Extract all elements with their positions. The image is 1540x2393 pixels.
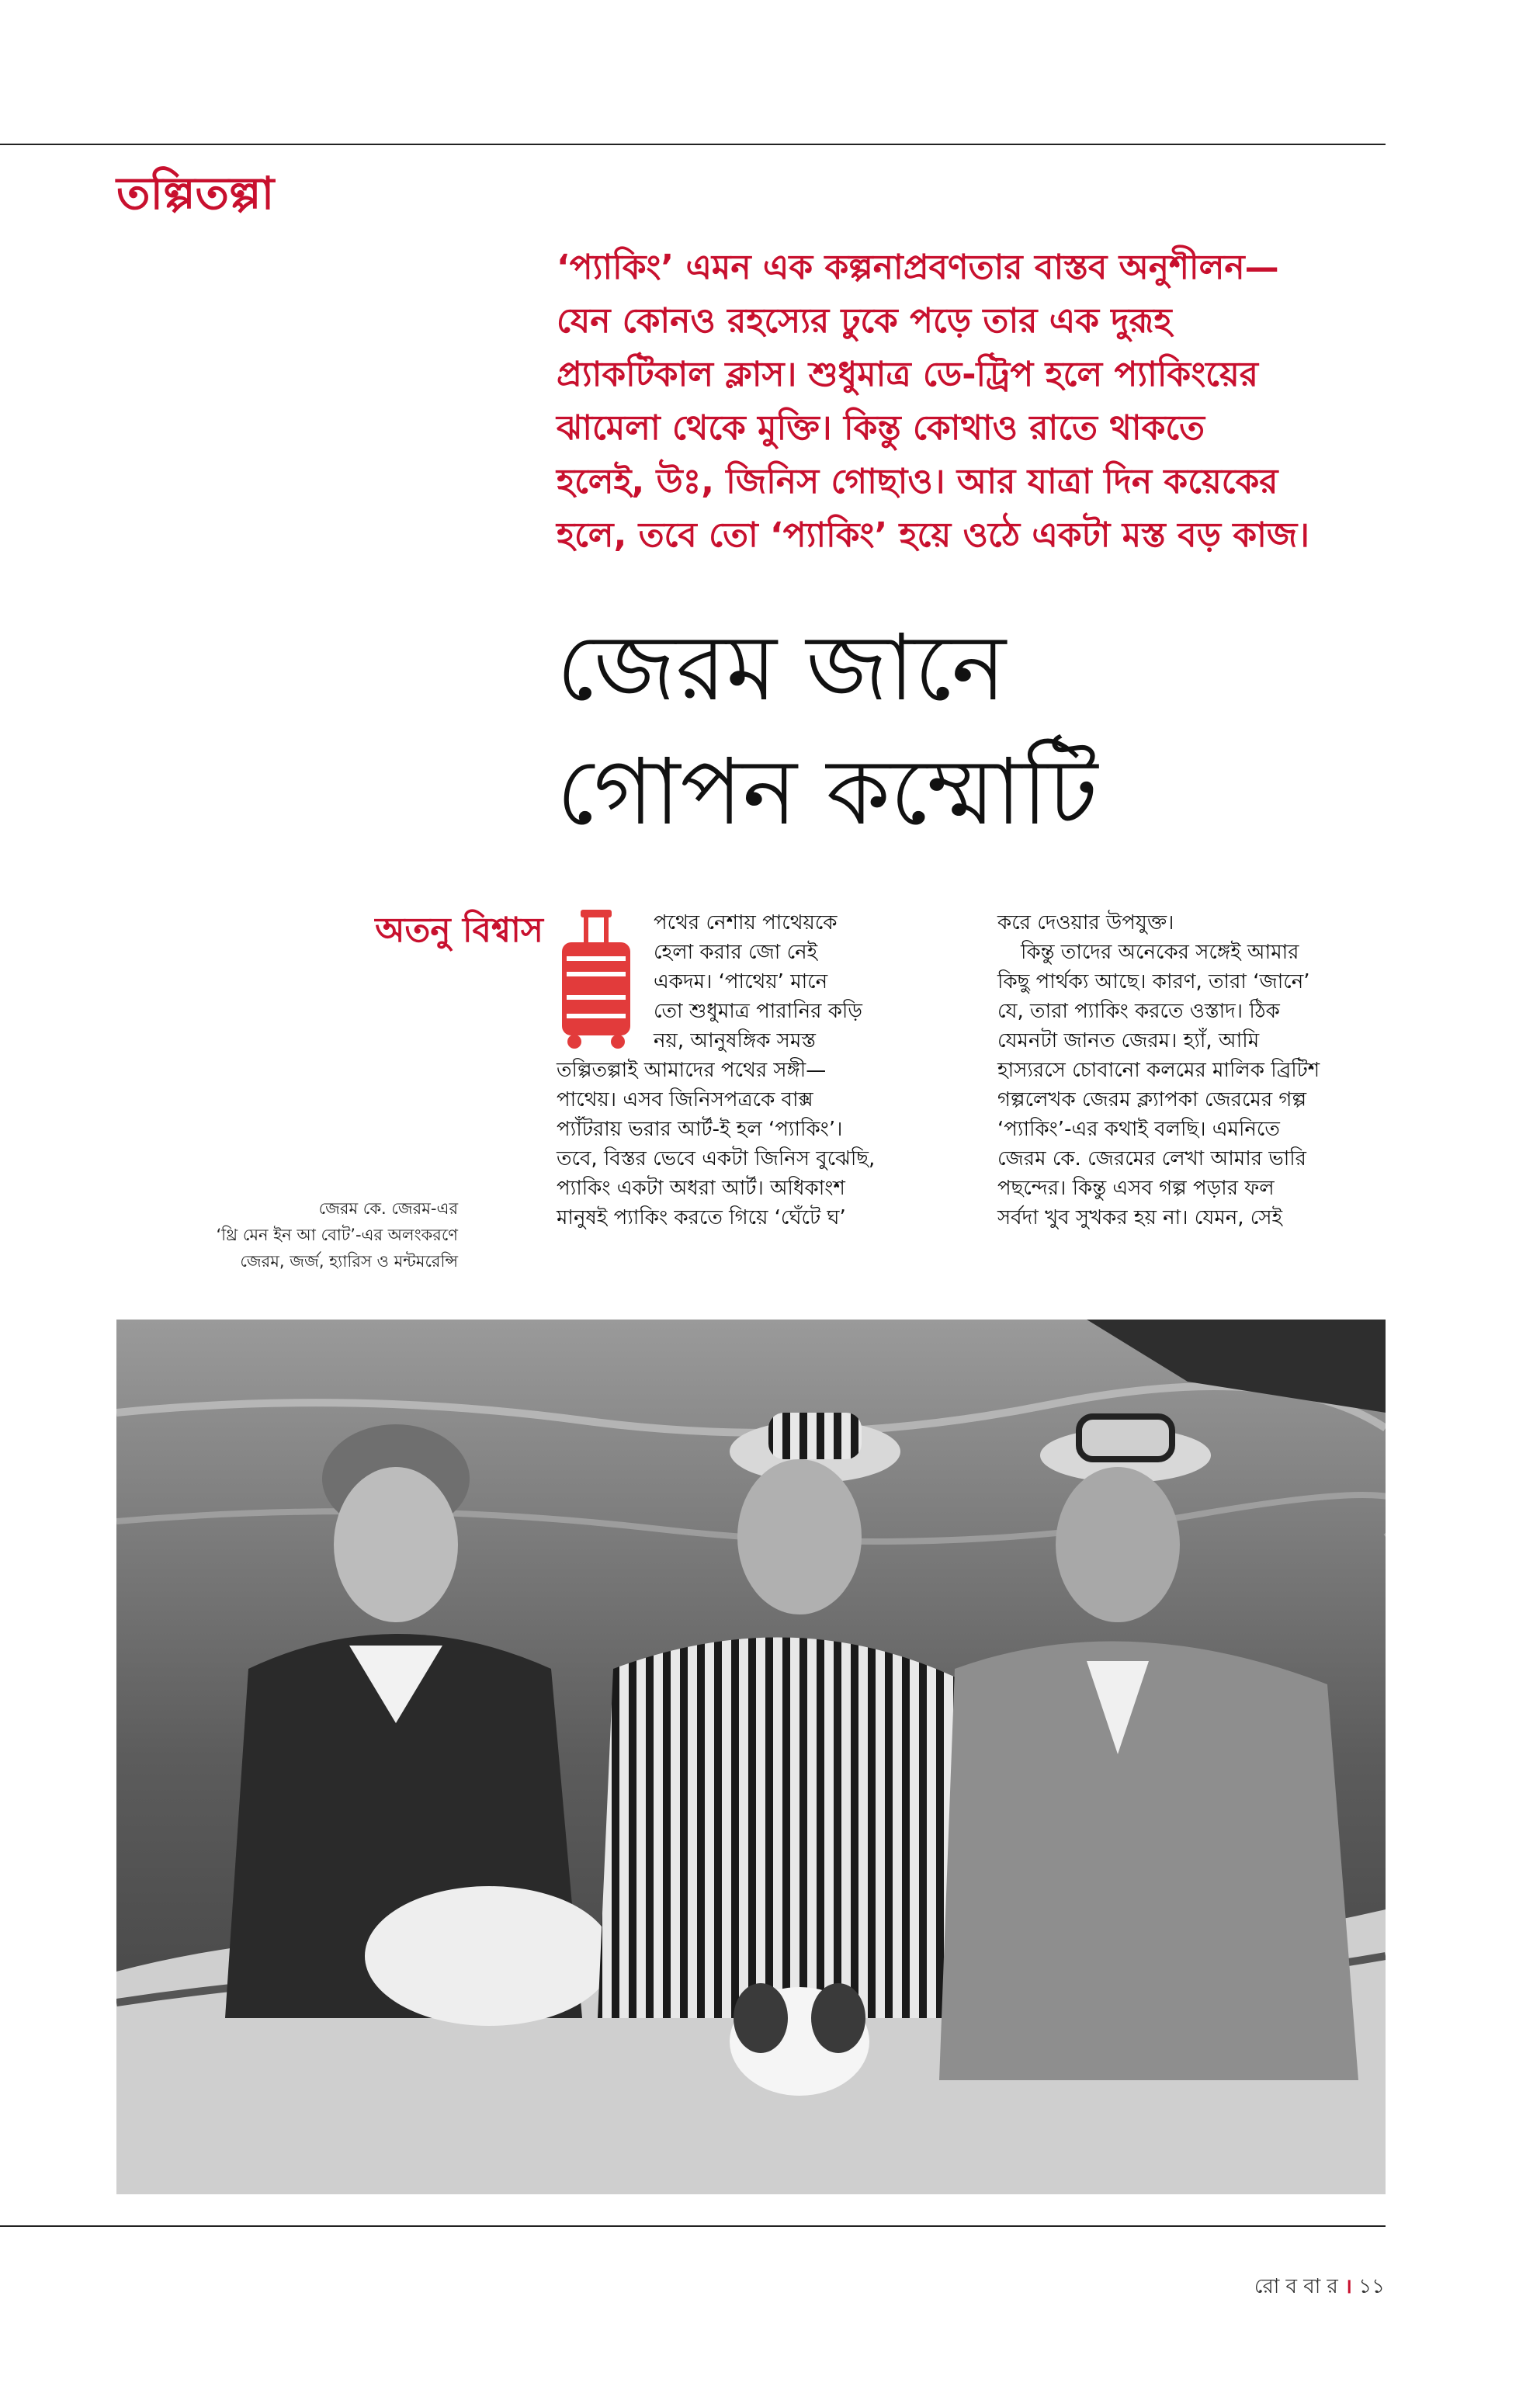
body-line: করে দেওয়ার উপযুক্ত। [997, 911, 1174, 935]
body-column-1 [557, 908, 945, 1233]
body-line: সর্বদা খুব সুখকর হয় না। যেমন, সেই [997, 1206, 1283, 1229]
folio-separator: । [1344, 2275, 1352, 2298]
headline-line: জেরম জানে [557, 614, 1007, 721]
image-caption [116, 1195, 458, 1275]
top-rule [0, 144, 1386, 145]
body-column-2 [997, 908, 1386, 1233]
body-line: গল্পলেখক জেরম ক্ল্যাপকা জেরমের গল্প [997, 1088, 1307, 1112]
body-line: কিছু পার্থক্য আছে। কারণ, তারা ‘জানে’ [997, 970, 1310, 994]
caption-line: জেরম কে. জেরম-এর [318, 1199, 458, 1218]
body-line: পছন্দের। কিন্তু এসব গল্প পড়ার ফল [997, 1177, 1275, 1200]
headline [557, 605, 1395, 854]
deck-line: হলেই, উঃ, জিনিস গোছাও। আর যাত্রা দিন কয়েকের [557, 462, 1278, 501]
body-line: হাস্যরসে চোবানো কলমের মালিক ব্রিটিশ [997, 1059, 1320, 1082]
deck-line: প্র্যাকটিকাল ক্লাস। শুধুমাত্র ডে-ট্রিপ হলে প্যাকিংয়ের [557, 355, 1258, 394]
page-folio [1254, 2270, 1385, 2305]
body-line: যেমনটা জানত জেরম। হ্যাঁ, আমি [997, 1029, 1260, 1053]
body-line: তো শুধুমাত্র পারানির কড়ি [654, 1000, 862, 1023]
page-number: ১১ [1358, 2275, 1385, 2298]
body-line: হেলা করার জো নেই [654, 941, 818, 964]
magazine-name: রো ব বা র [1254, 2275, 1338, 2298]
body-line: জেরম কে. জেরমের লেখা আমার ভারি [997, 1147, 1306, 1170]
body-line: ‘প্যাকিং’-এর কথাই বলছি। এমনিতে [997, 1118, 1280, 1141]
deck-line: ‘প্যাকিং’ এমন এক কল্পনাপ্রবণতার বাস্তব অনুশীলন— [557, 248, 1279, 287]
body-line: পাথেয়। এসব জিনিসপত্রকে বাক্স [557, 1088, 813, 1112]
body-line: পথের নেশায় পাথেয়কে [654, 911, 838, 935]
body-line: একদম। ‘পাথেয়’ মানে [654, 970, 828, 994]
deck-line: হলে, তবে তো ‘প্যাকিং’ হয়ে ওঠে একটা মস্ত বড় কাজ। [557, 515, 1309, 555]
caption-line: জেরম, জর্জ, হ্যারিস ও মন্টমরেন্সি [240, 1252, 458, 1271]
deck-line: ঝামেলা থেকে মুক্তি। কিন্তু কোথাও রাতে থাকতে [557, 408, 1205, 448]
body-line: যে, তারা প্যাকিং করতে ওস্তাদ। ঠিক [997, 1000, 1280, 1023]
caption-line: ‘থ্রি মেন ইন আ বোট’-এর অলংকরণে [216, 1226, 458, 1244]
body-line: কিন্তু তাদের অনেকের সঙ্গেই আমার [1021, 941, 1299, 964]
author-byline: অতনু বিশ্বাস [375, 910, 543, 950]
body-line: নয়, আনুষঙ্গিক সমস্ত [654, 1029, 816, 1053]
body-line: প্যাঁটরায় ভরার আর্ট-ই হল ‘প্যাকিং’। [557, 1118, 843, 1141]
section-title: তল্পিতল্পা [116, 167, 275, 220]
body-line: মানুষই প্যাকিং করতে গিয়ে ‘ঘেঁটে ঘ’ [557, 1206, 846, 1229]
body-line: তবে, বিস্তর ভেবে একটা জিনিস বুঝেছি, [557, 1147, 876, 1170]
deck-line: যেন কোনও রহস্যের ঢুকে পড়ে তার এক দুরূহ [557, 301, 1172, 341]
headline-line: গোপন কম্মোটি [557, 738, 1098, 845]
deck-intro [557, 241, 1379, 562]
body-line: তল্পিতল্পাই আমাদের পথের সঙ্গী— [557, 1059, 827, 1082]
illustration-three-men-in-a-boat [116, 1320, 1386, 2194]
body-line: প্যাকিং একটা অধরা আর্ট। অধিকাংশ [557, 1177, 845, 1200]
bottom-rule [0, 2225, 1386, 2227]
illustration-drawing [116, 1320, 1386, 2194]
